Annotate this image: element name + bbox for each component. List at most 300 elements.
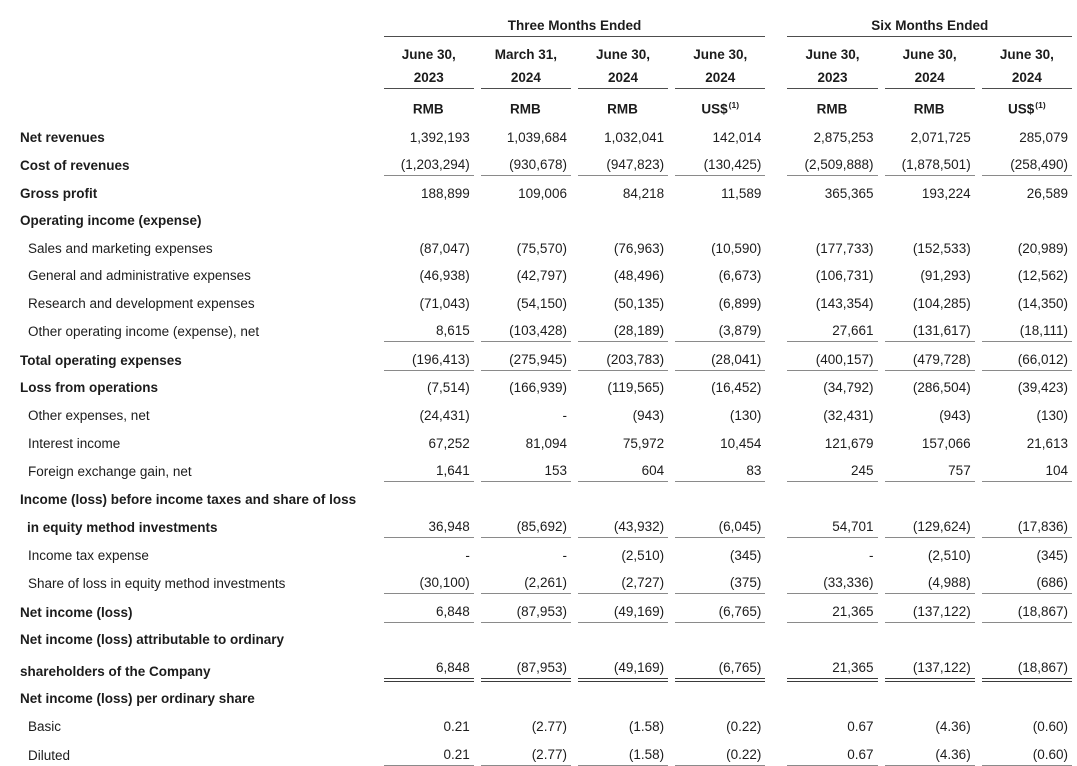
cell-sp — [668, 286, 675, 314]
cell-value: 54,701 — [787, 510, 877, 539]
cell-sp — [878, 148, 885, 177]
header-spacer — [0, 89, 384, 120]
cell-sp — [878, 650, 885, 682]
cell-sp — [668, 176, 675, 204]
cell-gap — [765, 204, 787, 232]
cell-sp — [571, 314, 578, 343]
cell-value: (166,939) — [509, 380, 567, 396]
cell-value: (43,932) — [578, 510, 668, 539]
cell-sp — [571, 650, 578, 682]
cell-value: (0.60) — [1032, 719, 1068, 735]
cell-sp — [668, 594, 675, 623]
cell-sp — [878, 538, 885, 566]
cell-sp — [474, 314, 481, 343]
cell-value: (42,797) — [516, 268, 567, 284]
cell-value: (2.77) — [531, 719, 567, 735]
cell-value: (87,047) — [419, 240, 470, 256]
cell-sp — [878, 623, 885, 651]
cell-sp — [975, 623, 982, 651]
column-currency — [675, 89, 765, 120]
cell-sp — [878, 594, 885, 623]
cell-value: (1,878,501) — [885, 148, 975, 177]
cell-value: (33,336) — [787, 566, 877, 595]
cell-value — [885, 623, 975, 651]
cell-value — [787, 682, 877, 710]
cell-value: 245 — [787, 454, 877, 483]
cell-value: (17,836) — [982, 510, 1072, 539]
column-spcol — [975, 37, 982, 62]
cell-sp — [474, 120, 481, 148]
cell-value: 84,218 — [622, 185, 665, 201]
cell-value: 0.21 — [384, 737, 474, 766]
cell-value: (75,570) — [516, 240, 567, 256]
cell-value: (87,953) — [481, 650, 571, 682]
cell-value: (130) — [729, 408, 762, 424]
currency-label: RMB — [607, 101, 638, 116]
cell-value: (1,203,294) — [384, 148, 474, 177]
column-spcol — [668, 62, 675, 89]
cell-value: (6,765) — [675, 594, 765, 623]
cell-sp — [474, 426, 481, 454]
cell-value — [885, 482, 975, 510]
cell-value: 121,679 — [824, 435, 874, 451]
column-spcol — [474, 37, 481, 62]
cell-gap — [765, 682, 787, 710]
cell-value: (66,012) — [982, 342, 1072, 371]
cell-value: (71,043) — [419, 295, 470, 311]
cell-sp — [975, 709, 982, 737]
cell-value: (137,122) — [885, 650, 975, 682]
cell-value: 193,224 — [921, 185, 971, 201]
cell-sp — [878, 286, 885, 314]
column-currency — [885, 89, 975, 120]
cell-sp — [668, 314, 675, 343]
cell-sp — [474, 204, 481, 232]
cell-value: 21,613 — [1026, 435, 1068, 451]
row-label: Share of loss in equity method investments — [28, 576, 286, 592]
column-currency — [481, 89, 571, 120]
row-label: shareholders of the Company — [20, 663, 211, 679]
table-row — [0, 259, 1072, 287]
cell-value: 27,661 — [787, 314, 877, 343]
table-row — [0, 426, 1072, 454]
cell-sp — [878, 737, 885, 766]
column-date-line2: 2024 — [481, 62, 571, 89]
column-date-line1: June 30, — [401, 47, 456, 62]
cell-sp — [571, 259, 578, 287]
table-body — [0, 120, 1072, 766]
cell-sp — [571, 737, 578, 766]
cell-value — [982, 204, 1072, 232]
cell-value: 104 — [982, 454, 1072, 483]
cell-value: (130,425) — [675, 148, 765, 177]
cell-value — [675, 482, 765, 510]
column-spcol — [668, 89, 675, 120]
cell-value: 8,615 — [384, 314, 474, 343]
column-currency — [578, 89, 668, 120]
cell-value: 21,365 — [787, 650, 877, 682]
cell-sp — [571, 482, 578, 510]
cell-sp — [474, 259, 481, 287]
cell-value: 83 — [675, 454, 765, 483]
cell-value: 11,589 — [721, 185, 762, 201]
cell-value: - — [465, 547, 470, 563]
header-spacer — [0, 37, 384, 62]
row-label: Gross profit — [20, 185, 98, 201]
table-row — [0, 148, 1072, 177]
cell-sp — [474, 371, 481, 399]
cell-value: (28,189) — [578, 314, 668, 343]
cell-sp — [571, 594, 578, 623]
cell-value: 67,252 — [428, 435, 470, 451]
cell-gap — [765, 148, 787, 177]
table-row — [0, 594, 1072, 623]
table-row — [0, 709, 1072, 737]
cell-sp — [474, 286, 481, 314]
cell-value: (32,431) — [823, 408, 874, 424]
cell-sp — [474, 176, 481, 204]
cell-gap — [765, 650, 787, 682]
cell-value: (7,514) — [427, 380, 470, 396]
footnote-marker: (1) — [728, 99, 740, 110]
cell-sp — [975, 314, 982, 343]
cell-value: (947,823) — [578, 148, 668, 177]
cell-sp — [975, 482, 982, 510]
cell-value: 157,066 — [921, 435, 971, 451]
footnote-marker: (1) — [1035, 99, 1046, 110]
cell-sp — [668, 566, 675, 595]
column-gapcol — [765, 89, 787, 120]
cell-gap — [765, 120, 787, 148]
cell-value: (1.58) — [628, 719, 665, 735]
cell-value: 0.67 — [847, 719, 874, 735]
table-row — [0, 566, 1072, 595]
column-spcol — [878, 62, 885, 89]
cell-value: (30,100) — [384, 566, 474, 595]
cell-value: (152,533) — [912, 240, 971, 256]
cell-value: (6,045) — [675, 510, 765, 539]
cell-value: (12,562) — [1017, 268, 1068, 284]
cell-value: (0.22) — [726, 719, 762, 735]
cell-value: (3,879) — [675, 314, 765, 343]
cell-sp — [571, 120, 578, 148]
cell-value: (129,624) — [885, 510, 975, 539]
row-label: General and administrative expenses — [28, 268, 251, 284]
cell-sp — [474, 510, 481, 539]
currency-label: RMB — [913, 101, 945, 116]
column-date-line2: 2024 — [982, 62, 1072, 89]
cell-sp — [668, 204, 675, 232]
cell-sp — [571, 148, 578, 177]
cell-sp — [474, 650, 481, 682]
cell-value: (18,867) — [982, 594, 1072, 623]
cell-sp — [474, 538, 481, 566]
cell-sp — [878, 682, 885, 710]
cell-sp — [878, 176, 885, 204]
cell-value: 757 — [885, 454, 975, 483]
cell-value — [787, 623, 877, 651]
cell-sp — [571, 176, 578, 204]
row-label: Other operating income (expense), net — [28, 324, 260, 340]
cell-value: (4,988) — [885, 566, 975, 595]
cell-sp — [975, 510, 982, 539]
cell-value: - — [562, 547, 567, 563]
cell-sp — [975, 426, 982, 454]
cell-sp — [571, 454, 578, 483]
cell-sp — [878, 510, 885, 539]
table-row — [0, 286, 1072, 314]
cell-sp — [975, 566, 982, 595]
row-label: Net income (loss) attributable to ordinary — [20, 632, 285, 648]
table-header — [0, 0, 1072, 120]
cell-value: (686) — [982, 566, 1072, 595]
cell-sp — [975, 650, 982, 682]
cell-gap — [765, 510, 787, 539]
cell-value: (479,728) — [885, 342, 975, 371]
row-label: Basic — [28, 719, 62, 735]
cell-value — [578, 204, 668, 232]
cell-gap — [765, 259, 787, 287]
currency-label: US$ — [1008, 101, 1035, 116]
row-label: Net income (loss) — [20, 604, 133, 620]
column-date-line2: 2024 — [578, 62, 668, 89]
cell-value: (91,293) — [920, 268, 971, 284]
column-date-line1: June 30, — [596, 47, 651, 62]
row-label: Research and development expenses — [28, 295, 255, 311]
cell-value: - — [869, 547, 874, 563]
cell-gap — [765, 314, 787, 343]
cell-value: 6,848 — [384, 594, 474, 623]
cell-value: 75,972 — [622, 435, 665, 451]
cell-value: 0.21 — [443, 719, 470, 735]
currency-label: RMB — [412, 101, 444, 116]
table-row — [0, 454, 1072, 483]
cell-sp — [975, 682, 982, 710]
cell-sp — [878, 204, 885, 232]
cell-sp — [878, 426, 885, 454]
cell-sp — [474, 148, 481, 177]
cell-value: (0.22) — [675, 737, 765, 766]
cell-value: (6,765) — [675, 650, 765, 682]
table-row — [0, 398, 1072, 426]
group-gap — [765, 0, 787, 37]
cell-value: (85,692) — [481, 510, 571, 539]
cell-value — [578, 482, 668, 510]
cell-gap — [765, 709, 787, 737]
column-spcol — [571, 89, 578, 120]
column-date-line2: 2024 — [885, 62, 975, 89]
cell-sp — [668, 342, 675, 371]
cell-sp — [571, 286, 578, 314]
cell-sp — [975, 204, 982, 232]
cell-value: (50,135) — [613, 295, 665, 311]
cell-value: 0.67 — [787, 737, 877, 766]
cell-sp — [474, 709, 481, 737]
table-row — [0, 538, 1072, 566]
cell-sp — [878, 454, 885, 483]
row-label: Income tax expense — [28, 547, 149, 563]
table-row — [0, 650, 1072, 682]
cell-sp — [878, 398, 885, 426]
cell-value: 81,094 — [525, 435, 567, 451]
cell-sp — [668, 398, 675, 426]
table-row — [0, 204, 1072, 232]
cell-gap — [765, 623, 787, 651]
cell-sp — [878, 566, 885, 595]
cell-value: (18,111) — [982, 314, 1072, 343]
header-spacer — [0, 62, 384, 89]
column-spcol — [571, 37, 578, 62]
cell-value: (286,504) — [912, 380, 971, 396]
cell-gap — [765, 371, 787, 399]
cell-sp — [571, 371, 578, 399]
cell-gap — [765, 454, 787, 483]
column-date-line2: 2023 — [787, 62, 877, 89]
cell-sp — [878, 709, 885, 737]
cell-sp — [668, 737, 675, 766]
cell-sp — [975, 176, 982, 204]
cell-sp — [878, 259, 885, 287]
cell-gap — [765, 176, 787, 204]
cell-value: (345) — [1036, 547, 1068, 563]
column-spcol — [975, 89, 982, 120]
cell-sp — [878, 314, 885, 343]
cell-value: (49,169) — [578, 594, 668, 623]
group-three-months-ended: Three Months Ended — [384, 0, 766, 37]
currency-label: RMB — [510, 101, 541, 116]
cell-value: (10,590) — [711, 240, 762, 256]
cell-sp — [878, 342, 885, 371]
cell-value — [481, 623, 571, 651]
column-currency — [982, 89, 1072, 120]
cell-value — [384, 204, 474, 232]
cell-sp — [975, 342, 982, 371]
cell-sp — [668, 709, 675, 737]
column-date-line1: March 31, — [494, 47, 558, 62]
cell-sp — [474, 623, 481, 651]
cell-value: (131,617) — [885, 314, 975, 343]
column-date-line1: June 30, — [902, 47, 957, 62]
cell-value: (4.36) — [885, 737, 975, 766]
table-row — [0, 482, 1072, 510]
cell-value: (2,510) — [621, 547, 665, 563]
cell-value: (2,261) — [481, 566, 571, 595]
cell-value: (930,678) — [481, 148, 571, 177]
cell-gap — [765, 566, 787, 595]
cell-sp — [474, 454, 481, 483]
cell-sp — [975, 286, 982, 314]
cell-value: (2,510) — [927, 547, 971, 563]
cell-value — [787, 482, 877, 510]
cell-value: (20,989) — [1017, 240, 1068, 256]
cell-value: (54,150) — [516, 295, 567, 311]
column-date-line2-row — [0, 62, 1072, 89]
cell-value: 21,365 — [787, 594, 877, 623]
table-row — [0, 120, 1072, 148]
cell-value: 26,589 — [1026, 185, 1068, 201]
cell-value: (14,350) — [1017, 295, 1068, 311]
cell-sp — [975, 148, 982, 177]
cell-value: 604 — [578, 454, 668, 483]
cell-sp — [571, 623, 578, 651]
column-date-line1-row — [0, 37, 1072, 62]
table-row — [0, 737, 1072, 766]
cell-value: 1,032,041 — [604, 129, 665, 145]
cell-sp — [474, 398, 481, 426]
cell-value: (119,565) — [607, 380, 665, 396]
cell-sp — [668, 482, 675, 510]
cell-value — [384, 623, 474, 651]
cell-sp — [668, 148, 675, 177]
group-six-months-ended: Six Months Ended — [787, 0, 1072, 37]
row-label: Operating income (expense) — [20, 213, 202, 229]
cell-sp — [975, 454, 982, 483]
row-label: Diluted — [28, 747, 71, 763]
cell-gap — [765, 426, 787, 454]
table-row — [0, 623, 1072, 651]
column-currency-row — [0, 89, 1072, 120]
cell-sp — [975, 371, 982, 399]
row-label: Cost of revenues — [20, 158, 130, 174]
cell-value: (203,783) — [578, 342, 668, 371]
cell-value — [982, 623, 1072, 651]
cell-value: - — [562, 408, 567, 424]
row-label: Other expenses, net — [28, 408, 150, 424]
cell-value: 1,641 — [384, 454, 474, 483]
currency-label: US$ — [701, 101, 728, 116]
cell-value: 285,079 — [1019, 129, 1068, 145]
cell-gap — [765, 538, 787, 566]
header-spacer — [0, 0, 384, 37]
cell-gap — [765, 398, 787, 426]
cell-value: (48,496) — [613, 268, 665, 284]
table-row — [0, 342, 1072, 371]
cell-value — [885, 682, 975, 710]
cell-value: (76,963) — [613, 240, 665, 256]
cell-sp — [975, 594, 982, 623]
cell-sp — [878, 120, 885, 148]
cell-sp — [571, 510, 578, 539]
cell-sp — [474, 594, 481, 623]
cell-sp — [571, 231, 578, 259]
cell-sp — [571, 566, 578, 595]
cell-sp — [474, 231, 481, 259]
cell-value: 1,039,684 — [506, 129, 567, 145]
cell-sp — [975, 538, 982, 566]
row-label: Foreign exchange gain, net — [28, 464, 192, 480]
cell-value: (16,452) — [711, 380, 762, 396]
cell-value: (28,041) — [675, 342, 765, 371]
cell-value: (137,122) — [885, 594, 975, 623]
cell-value — [481, 482, 571, 510]
row-label: Total operating expenses — [20, 352, 182, 368]
cell-sp — [474, 566, 481, 595]
cell-sp — [668, 454, 675, 483]
column-date-line2: 2023 — [384, 62, 474, 89]
cell-value — [481, 682, 571, 710]
cell-sp — [571, 709, 578, 737]
column-spcol — [878, 89, 885, 120]
row-label: Sales and marketing expenses — [28, 240, 213, 256]
cell-sp — [571, 682, 578, 710]
cell-value: (49,169) — [578, 650, 668, 682]
cell-gap — [765, 594, 787, 623]
column-spcol — [975, 62, 982, 89]
cell-value — [982, 682, 1072, 710]
cell-value: (375) — [675, 566, 765, 595]
column-date-line1: June 30, — [693, 47, 748, 62]
row-label: Loss from operations — [20, 380, 159, 396]
